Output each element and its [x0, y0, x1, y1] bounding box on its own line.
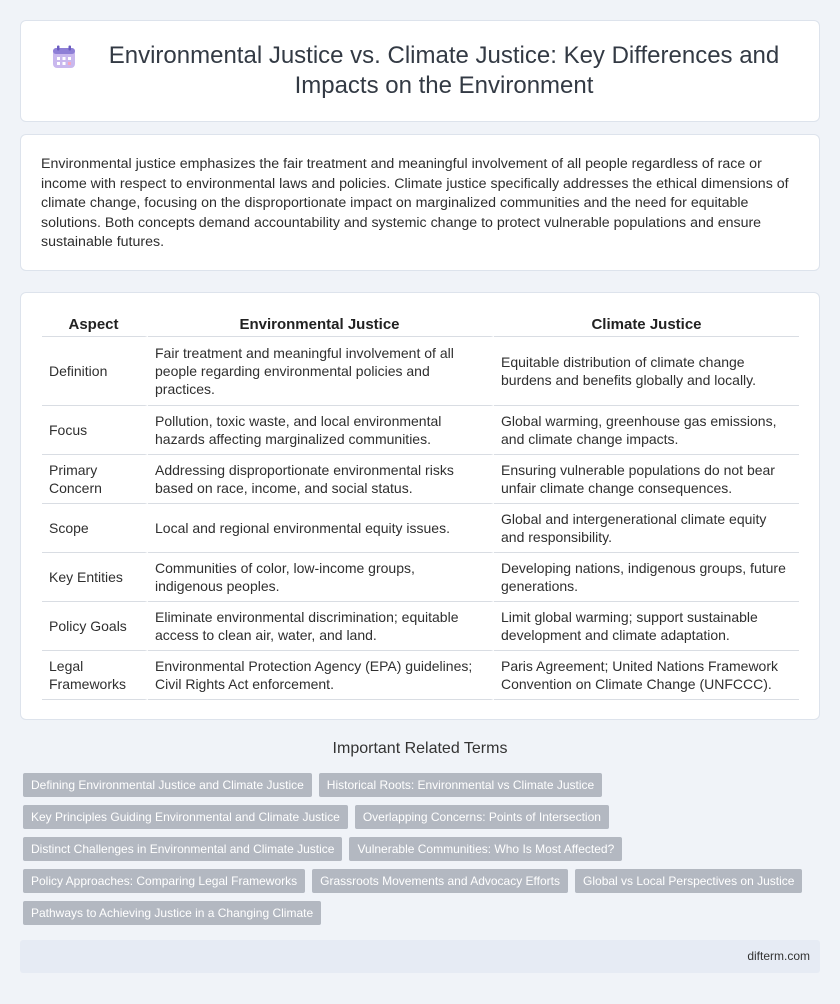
table-cell-climate: Global and intergenerational climate equity and responsibility. — [494, 504, 799, 553]
table-row — [42, 455, 799, 504]
intro-card — [20, 134, 820, 271]
table-cell-aspect: Scope — [42, 504, 148, 553]
related-term-tag[interactable]: Distinct Challenges in Environmental and Climate Justice — [23, 837, 342, 861]
column-header-aspect: Aspect — [42, 313, 148, 337]
related-term-tag[interactable]: Vulnerable Communities: Who Is Most Affected? — [349, 837, 622, 861]
table-cell-aspect: Key Entities — [42, 553, 148, 602]
table-row — [42, 553, 799, 602]
table-row — [42, 651, 799, 700]
related-term-tag[interactable]: Overlapping Concerns: Points of Intersection — [355, 805, 609, 829]
header-card — [20, 20, 820, 122]
related-terms-heading: Important Related Terms — [332, 740, 508, 757]
table-row — [42, 504, 799, 553]
column-header-climate-justice: Climate Justice — [494, 313, 799, 337]
related-term-tag[interactable]: Pathways to Achieving Justice in a Changing Climate — [23, 901, 321, 925]
calendar-grid-icon — [51, 44, 77, 70]
table-cell-environmental: Fair treatment and meaningful involvement of all people regarding environmental policies and practices. — [148, 337, 494, 406]
table-cell-environmental: Local and regional environmental equity issues. — [148, 504, 494, 553]
page-title: Environmental Justice vs. Climate Justice: Key Differences and Impacts on the Environment — [108, 42, 780, 99]
table-cell-environmental: Addressing disproportionate environmental risks based on race, income, and social status. — [148, 455, 494, 504]
comparison-table — [42, 313, 799, 700]
table-cell-climate: Limit global warming; support sustainable development and climate adaptation. — [494, 602, 799, 651]
table-row — [42, 406, 799, 455]
footer — [20, 940, 820, 973]
related-term-tag[interactable]: Policy Approaches: Comparing Legal Frameworks — [23, 869, 305, 893]
table-cell-aspect: Legal Frameworks — [42, 651, 148, 700]
table-cell-climate: Developing nations, indigenous groups, future generations. — [494, 553, 799, 602]
related-term-tag[interactable]: Grassroots Movements and Advocacy Efforts — [312, 869, 568, 893]
tag-row — [23, 805, 823, 829]
table-cell-environmental: Environmental Protection Agency (EPA) guidelines; Civil Rights Act enforcement. — [148, 651, 494, 700]
table-cell-aspect: Primary Concern — [42, 455, 148, 504]
footer-site-link[interactable]: difterm.com — [747, 949, 810, 963]
tag-row — [23, 837, 823, 861]
related-term-tag[interactable]: Global vs Local Perspectives on Justice — [575, 869, 802, 893]
table-cell-aspect: Policy Goals — [42, 602, 148, 651]
table-cell-aspect: Focus — [42, 406, 148, 455]
related-term-tag[interactable]: Key Principles Guiding Environmental and Climate Justice — [23, 805, 348, 829]
table-cell-environmental: Communities of color, low-income groups, indigenous peoples. — [148, 553, 494, 602]
table-cell-climate: Ensuring vulnerable populations do not bear unfair climate change consequences. — [494, 455, 799, 504]
table-cell-climate: Global warming, greenhouse gas emissions, and climate change impacts. — [494, 406, 799, 455]
column-header-environmental-justice: Environmental Justice — [148, 313, 494, 337]
table-cell-aspect: Definition — [42, 337, 148, 406]
tag-row — [23, 773, 823, 797]
table-cell-environmental: Pollution, toxic waste, and local environmental hazards affecting marginalized communities. — [148, 406, 494, 455]
comparison-table-card — [20, 292, 820, 720]
tag-row — [23, 901, 823, 925]
table-cell-climate: Paris Agreement; United Nations Framework Convention on Climate Change (UNFCCC). — [494, 651, 799, 700]
related-term-tag[interactable]: Historical Roots: Environmental vs Climate Justice — [319, 773, 602, 797]
table-header-row — [42, 313, 799, 337]
table-cell-climate: Equitable distribution of climate change burdens and benefits globally and locally. — [494, 337, 799, 406]
table-cell-environmental: Eliminate environmental discrimination; equitable access to clean air, water, and land. — [148, 602, 494, 651]
table-row — [42, 337, 799, 406]
intro-paragraph: Environmental justice emphasizes the fair treatment and meaningful involvement of all people regardless of race or income with respect to environmental laws and policies. Climate justice specifically addresses the ethical dimensions of climate change, focusing on the disproportionate impact on marginalized communities and the need for equitable solutions. Both concepts demand accountability and systemic change to protect vulnerable populations and ensure sustainable futures. — [41, 156, 789, 250]
related-terms-list — [23, 773, 823, 933]
related-term-tag[interactable]: Defining Environmental Justice and Climate Justice — [23, 773, 312, 797]
table-row — [42, 602, 799, 651]
tag-row — [23, 869, 823, 893]
